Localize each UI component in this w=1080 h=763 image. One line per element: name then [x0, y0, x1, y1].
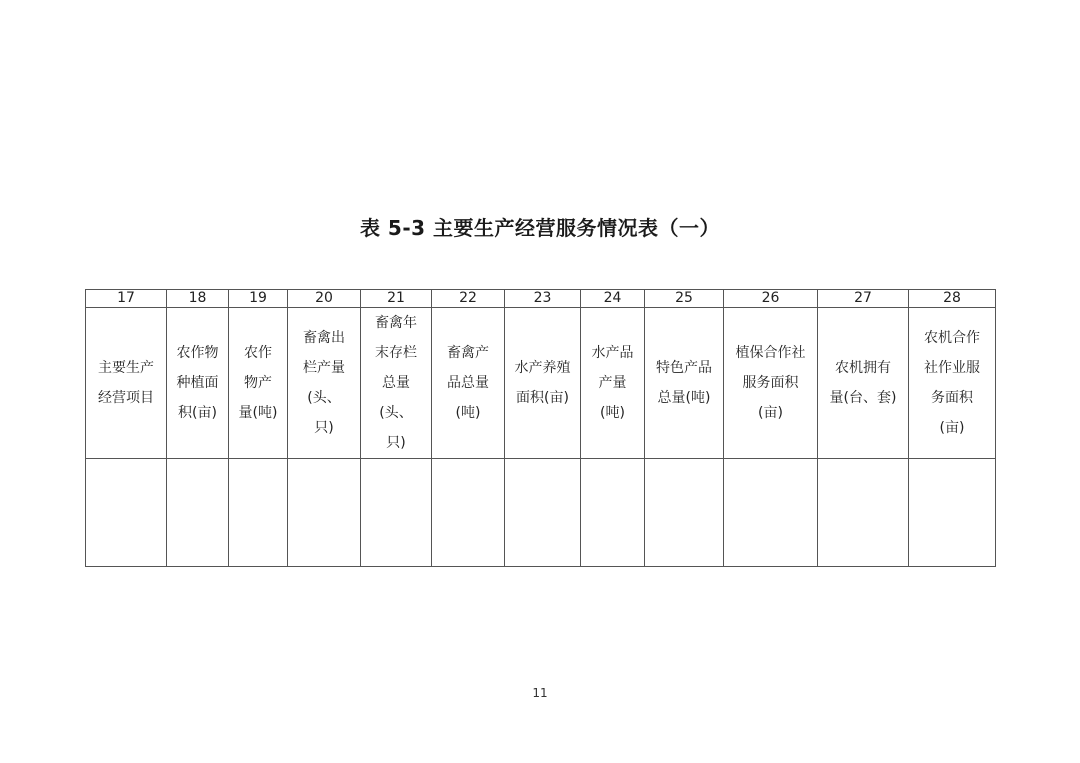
column-number-cell: 17 [86, 290, 167, 308]
column-number-cell: 27 [818, 290, 909, 308]
column-header-cell [818, 308, 909, 459]
column-header-cell [432, 308, 505, 459]
column-number-cell: 24 [581, 290, 645, 308]
column-header-label: 农机拥有 量(台、套) [829, 360, 897, 406]
column-header-cell [645, 308, 724, 459]
column-number-cell: 23 [505, 290, 581, 308]
column-header-cell [909, 308, 996, 459]
column-number-cell: 26 [724, 290, 818, 308]
column-header-label: 畜禽出 栏产量 (头、 只) [303, 330, 345, 436]
page-number: 11 [532, 686, 548, 700]
column-header-cell [167, 308, 229, 459]
column-header-cell [361, 308, 432, 459]
data-entry-cell[interactable] [361, 459, 432, 567]
column-header-label: 畜禽产 品总量 (吨) [447, 345, 489, 421]
column-header-label: 主要生产 经营项目 [98, 360, 154, 406]
data-entry-cell[interactable] [581, 459, 645, 567]
data-entry-cell[interactable] [645, 459, 724, 567]
data-entry-cell[interactable] [432, 459, 505, 567]
column-number-cell: 28 [909, 290, 996, 308]
column-header-cell [724, 308, 818, 459]
data-entry-row [86, 459, 996, 567]
column-header-label: 畜禽年 末存栏 总量 (头、 只) [375, 315, 417, 451]
column-header-cell [229, 308, 288, 459]
column-header-label: 农作 物产 量(吨) [238, 345, 278, 421]
column-header-label: 特色产品 总量(吨) [656, 360, 712, 406]
service-status-table [85, 289, 996, 567]
column-header-row [86, 308, 996, 459]
data-entry-cell[interactable] [167, 459, 229, 567]
column-header-label: 农作物 种植面 积(亩) [176, 345, 219, 421]
column-header-label: 水产品 产量 (吨) [591, 345, 634, 421]
data-entry-cell[interactable] [86, 459, 167, 567]
column-number-cell: 20 [288, 290, 361, 308]
data-entry-cell[interactable] [229, 459, 288, 567]
column-header-cell [505, 308, 581, 459]
data-entry-cell[interactable] [505, 459, 581, 567]
data-entry-cell[interactable] [288, 459, 361, 567]
data-entry-cell[interactable] [818, 459, 909, 567]
column-number-cell: 22 [432, 290, 505, 308]
column-header-cell [288, 308, 361, 459]
page-title: 表 5-3 主要生产经营服务情况表（一） [359, 216, 721, 240]
column-header-label: 水产养殖 面积(亩) [514, 360, 571, 406]
column-header-cell [86, 308, 167, 459]
column-number-cell: 21 [361, 290, 432, 308]
column-header-label: 农机合作 社作业服 务面积 (亩) [924, 330, 980, 436]
column-header-cell [581, 308, 645, 459]
data-entry-cell[interactable] [909, 459, 996, 567]
column-number-cell: 19 [229, 290, 288, 308]
column-number-row [86, 290, 996, 308]
column-number-cell: 18 [167, 290, 229, 308]
column-number-cell: 25 [645, 290, 724, 308]
column-header-label: 植保合作社 服务面积 (亩) [735, 345, 806, 421]
data-entry-cell[interactable] [724, 459, 818, 567]
